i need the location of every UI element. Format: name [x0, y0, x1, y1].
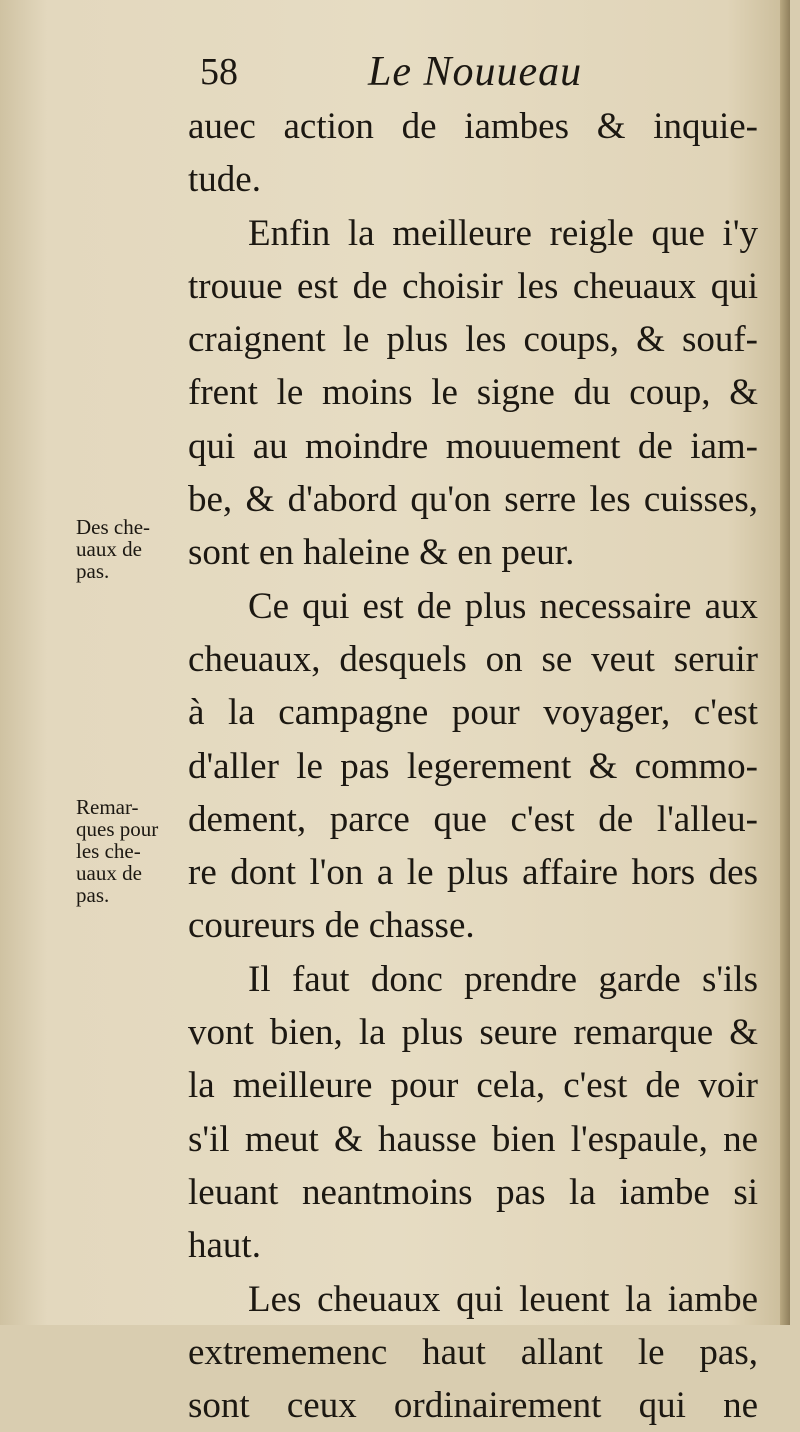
page-number: 58 — [200, 51, 238, 93]
margin-note-line: uaux de — [76, 537, 142, 561]
body-text — [188, 100, 758, 1432]
margin-note-line: Des che- — [76, 515, 151, 539]
text-line: tude. — [188, 159, 261, 201]
text-line: la meilleure pour cela, c'est de voir — [188, 1065, 758, 1107]
text-line: craignent le plus les coups, & souf- — [188, 319, 758, 361]
margin-note-remarks — [76, 796, 158, 906]
text-line: haut. — [188, 1225, 261, 1267]
margin-note-line: les che- — [76, 839, 141, 863]
text-line: auec action de iambes & inquie- — [188, 106, 758, 147]
text-line: vont bien, la plus seure remarque & — [188, 1012, 758, 1054]
text-line: leuant neantmoins pas la iambe si — [188, 1171, 758, 1213]
text-line: qui au moindre mouuement de iam- — [188, 425, 758, 467]
text-line: Il faut donc prendre garde s'ils — [248, 958, 758, 1000]
running-head — [198, 48, 758, 100]
text-line: re dont l'on a le plus affaire hors des — [188, 852, 758, 894]
margin-note-line: Remar- — [76, 795, 139, 819]
text-line: cheuaux, desquels on se veut seruir — [188, 638, 758, 680]
text-line: extrememenc haut allant le pas, — [188, 1331, 758, 1373]
text-line: sont ceux ordinairement qui ne — [188, 1385, 758, 1427]
margin-note-line: pas. — [76, 883, 110, 907]
text-line: s'il meut & hausse bien l'espaule, ne — [188, 1118, 758, 1160]
text-line: coureurs de chasse. — [188, 905, 475, 947]
page-edge — [780, 0, 790, 1325]
text-line: trouue est de choisir les cheuaux qui — [188, 265, 758, 307]
running-title: Le Nouueau — [368, 49, 583, 95]
margin-note-line: uaux de — [76, 861, 142, 885]
text-line: Ce qui est de plus necessaire aux — [248, 585, 758, 627]
text-line: be, & d'abord qu'on serre les cuisses, — [188, 479, 758, 521]
text-line: à la campagne pour voyager, c'est — [188, 692, 758, 734]
margin-note-line: ques pour — [76, 817, 159, 841]
text-line: sont en haleine & en peur. — [188, 532, 575, 574]
text-line: frent le moins le signe du coup, & — [188, 372, 758, 414]
text-line: Enfin la meilleure reigle que i'y — [248, 212, 758, 254]
text-line: dement, parce que c'est de l'alleu- — [188, 798, 758, 840]
text-line: Les cheuaux qui leuent la iambe — [248, 1278, 758, 1320]
margin-note-horses-walk — [76, 516, 150, 582]
text-line: d'aller le pas legerement & commo- — [188, 745, 758, 787]
margin-note-line: pas. — [76, 559, 110, 583]
